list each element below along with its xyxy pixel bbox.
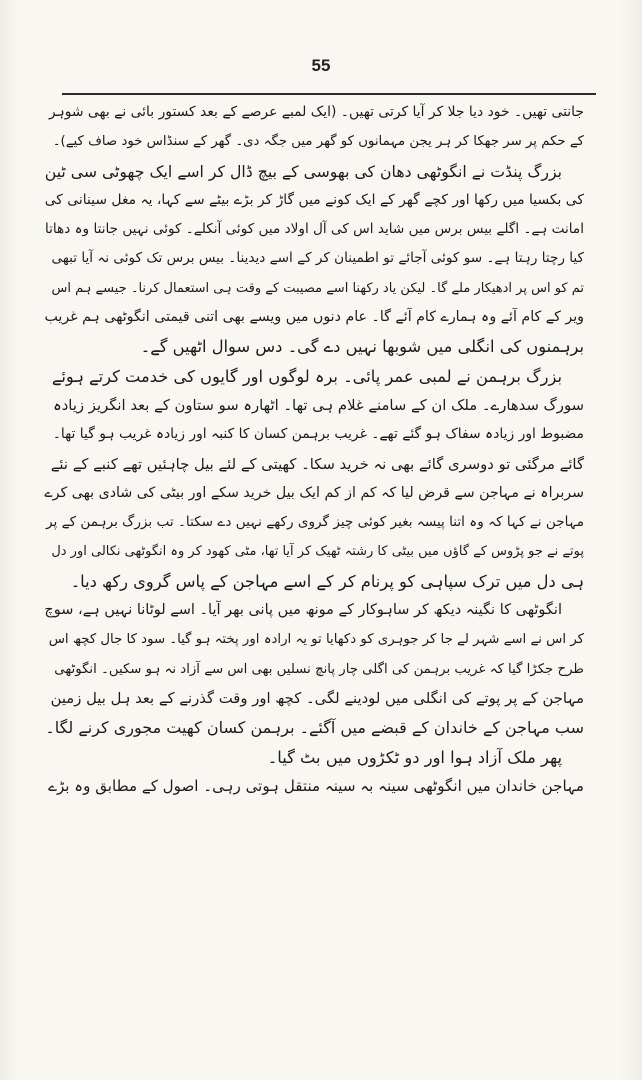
text-line: برہمنوں کی انگلی میں شوبھا نہیں دے گی۔ دس سوال اٹھیں گے۔ <box>140 337 584 357</box>
text-line: کیا رچتا رہتا ہے۔ سو کوئی آجائے تو اطمینان کر کے اسے دیدینا۔ بیس برس تک کوئی نہ آیا تبھی <box>51 250 584 267</box>
text-line: سورگ سدھارے۔ ملک ان کے سامنے غلام ہی تھا۔ اٹھارہ سو ستاون کے بعد انگریز زیادہ <box>53 396 584 414</box>
text-line: کی بکسیا میں رکھا اور کچے گھر کے ایک کونے میں گاڑ کر بڑے بیٹے سے کہا، یہ مغل سینانی کی <box>44 191 584 208</box>
body-text <box>44 98 584 801</box>
text-line: مضبوط اور زیادہ سفاک ہو گئے تھے۔ غریب برہمن کسان کا کنبہ اور زیادہ غریب ہو گیا تھا۔ <box>52 426 584 443</box>
text-line: مہاجن نے کہا کہ وہ اتنا پیسہ بغیر کوئی چیز گروی رکھے نہیں دے سکتا۔ تب بزرگ برہمن کے پر <box>46 514 584 531</box>
header-rule <box>62 93 596 95</box>
page-number: 55 <box>311 56 331 75</box>
text-line: گائے مرگئی تو دوسری گائے بھی نہ خرید سکا۔ کھیتی کے لئے بیل چاہئیں تھے کنبے کے نئے <box>50 455 584 473</box>
text-line: مہاجن کے پر پوتے کی انگلی میں لودینے لگی۔ کچھ اور وقت گذرنے کے بعد ہل بیل زمین <box>50 689 584 707</box>
text-line: پوتے نے جو پڑوس کے گاؤں میں بیٹی کا رشتہ ٹھیک کر آیا تھا، مٹی کھود کر وہ انگوٹھی نکالی اور دل <box>51 544 584 560</box>
text-line: امانت ہے۔ اگلے بیس برس میں شاید اس کی آل اولاد میں کوئی آنکلے۔ کوئی نہیں جانتا وہ دھاتا <box>44 221 584 238</box>
text-line: سربراہ نے مہاجن سے قرض لیا کہ کم از کم ایک بیل خرید سکے اور بیٹی کی شادی بھی کرے <box>44 484 584 501</box>
text-line: ہی دل میں ترک سپاہی کو پرنام کر کے اسے مہاجن کے پاس گروی رکھ دیا۔ <box>70 571 584 591</box>
text-line: ویر کے کام آئے وہ ہمارے کام آئے گا۔ عام دنوں میں ویسے بھی اتنی قیمتی انگوٹھی ہم غریب <box>44 309 584 326</box>
text-line: پھر ملک آزاد ہوا اور دو ٹکڑوں میں بٹ گیا۔ <box>267 747 562 767</box>
text-line: سب مہاجن کے خاندان کے قبضے میں آگئے۔ برہمن کسان کھیت مجوری کرنے لگا۔ <box>45 718 584 738</box>
text-line: کر اس نے اسے شہر لے جا کر جوہری کو دکھایا تو یہ ارادہ اور پختہ ہو گیا۔ سود کا جال کچھ اس <box>48 632 584 648</box>
text-line: بزرگ پنڈت نے انگوٹھی دھان کی بھوسی کے بیچ ڈال کر اسے ایک چھوٹی سی ٹین <box>44 161 562 181</box>
text-line: بزرگ برہمن نے لمبی عمر پائی۔ برہ لوگوں اور گایوں کی خدمت کرتے ہوئے <box>51 366 562 386</box>
text-line: کے حکم پر سر جھکا کر ہر یجن مہمانوں کو گھر میں جگہ دی۔ گھر کے سنڈاس خود صاف کیے)۔ <box>52 134 584 150</box>
text-line: طرح جکڑا گیا کہ غریب برہمن کی اگلی چار پانچ نسلیں بھی اس سے آزاد نہ ہو سکیں۔ انگوٹھی <box>54 661 584 677</box>
text-line: مہاجن خاندان میں انگوٹھی سینہ بہ سینہ منتقل ہوتی رہی۔ اصول کے مطابق وہ بڑے <box>48 776 584 795</box>
text-line: تم کو اس پر ادھیکار ملے گا۔ لیکن یاد رکھنا اسے مصیبت کے وقت ہی استعمال کرنا۔ جیسے ہم اس <box>51 280 584 296</box>
text-line: انگوٹھی کا نگینہ دیکھ کر ساہوکار کے مونھ میں پانی بھر آیا۔ اسے لوٹانا نہیں ہے، سوچ <box>44 602 562 619</box>
text-line: جانتی تھیں۔ خود دیا جلا کر آیا کرتی تھیں۔ (ایک لمبے عرصے کے بعد کستور بائی نے بھی شوہر <box>48 104 584 120</box>
